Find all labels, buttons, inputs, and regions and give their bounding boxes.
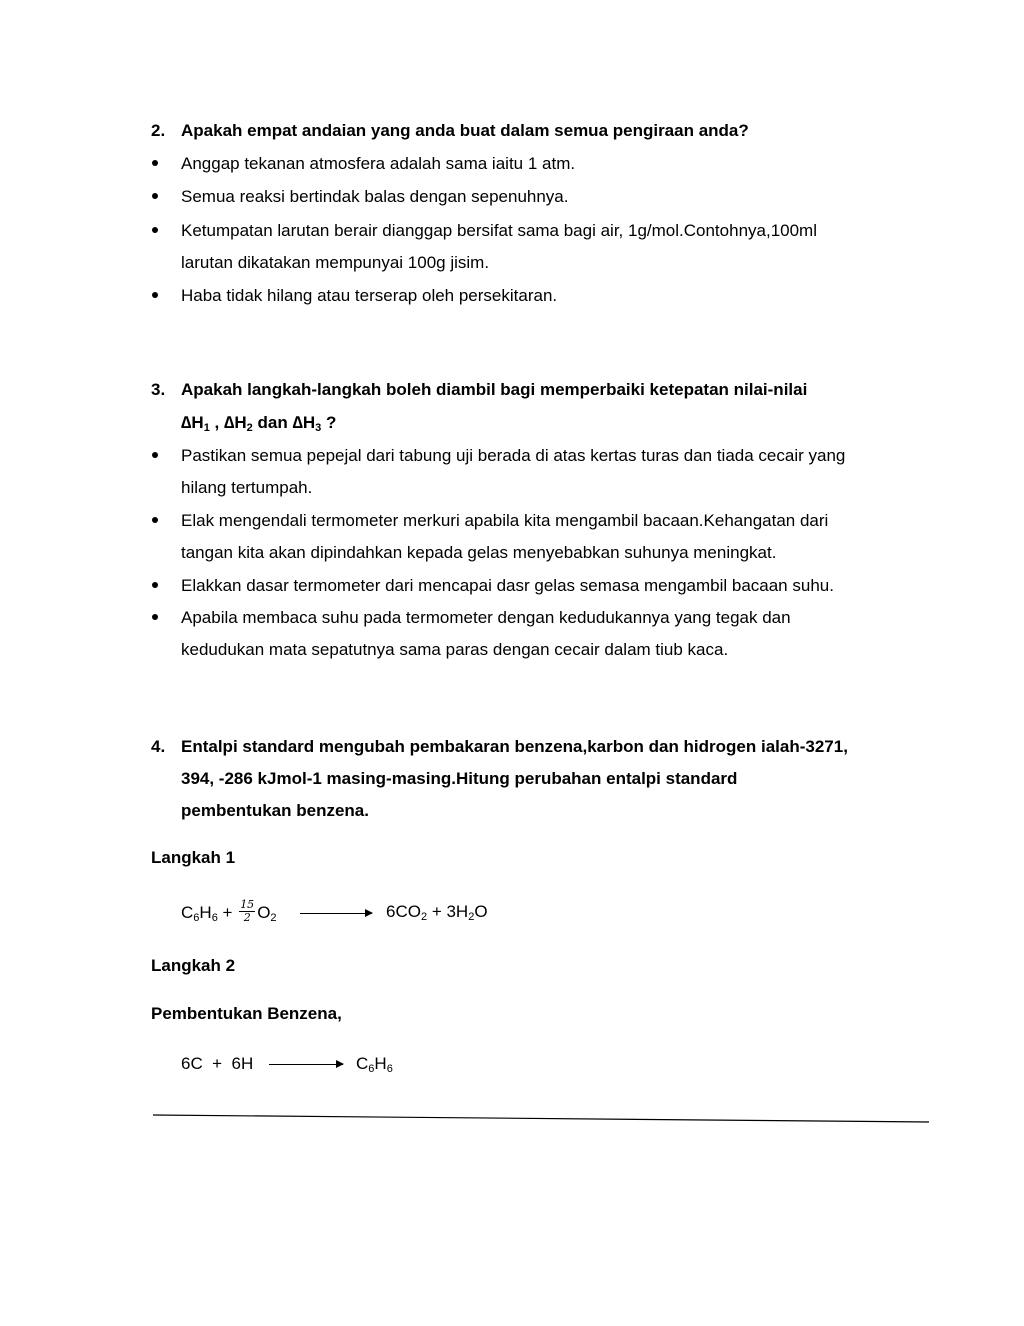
question-3-delta-line: $\Delta H_1$ , $\Delta H_2$ dan $\Delta H_3$ ? xyxy=(181,413,337,434)
question-text: Apakah empat andaian yang anda buat dalam semua pengiraan anda? xyxy=(181,121,749,140)
bullet-continuation: larutan dikatakan mempunyai 100g jisim. xyxy=(181,253,490,272)
step-1-heading: Langkah 1 xyxy=(151,848,236,867)
bullet-text: Semua reaksi bertindak balas dengan sepenuhnya. xyxy=(181,187,569,206)
formation-product: $C_6H_6$ xyxy=(356,1054,393,1075)
fraction: $\frac{15}{2}$ xyxy=(240,898,255,924)
equation-reactants: $C_6H_6$ + $\frac{15}{2}$ $O_2$ xyxy=(181,898,277,924)
bullet-text: Apabila membaca suhu pada termometer dengan kedudukannya yang tegak dan xyxy=(181,608,791,627)
step-2-subheading: Pembentukan Benzena, xyxy=(151,1004,342,1023)
question-number: 3. xyxy=(151,380,166,399)
question-text: Entalpi standard mengubah pembakaran benzena,karbon dan hidrogen ialah-3271, xyxy=(181,737,848,756)
bullet-text: Elak mengendali termometer merkuri apabila kita mengambil bacaan.Kehangatan dari xyxy=(181,511,829,530)
step-2-heading: Langkah 2 xyxy=(151,956,236,975)
bullet-text: Anggap tekanan atmosfera adalah sama iaitu 1 atm. xyxy=(181,154,576,173)
bullet-text: Pastikan semua pepejal dari tabung uji berada di atas kertas turas dan tiada cecair yang xyxy=(181,446,846,465)
bullet-text: Ketumpatan larutan berair dianggap bersifat sama bagi air, 1g/mol.Contohnya,100ml xyxy=(181,221,817,240)
question-number: 2. xyxy=(151,121,166,140)
question-number: 4. xyxy=(151,737,166,756)
question-text-cont: pembentukan benzena. xyxy=(181,801,369,820)
formation-reactants: 6C + 6H xyxy=(181,1054,254,1073)
bullet-continuation: kedudukan mata sepatutnya sama paras dengan cecair dalam tiub kaca. xyxy=(181,640,729,659)
equation-products: $6CO_2 + 3H_2O$ xyxy=(386,902,488,923)
question-text: Apakah langkah-langkah boleh diambil bagi memperbaiki ketepatan nilai-nilai xyxy=(181,380,808,399)
bullet-continuation: tangan kita akan dipindahkan kepada gelas menyebabkan suhunya meningkat. xyxy=(181,543,777,562)
question-text-cont: 394, -286 kJmol-1 masing-masing.Hitung perubahan entalpi standard xyxy=(181,769,738,788)
bullet-text: Elakkan dasar termometer dari mencapai dasr gelas semasa mengambil bacaan suhu. xyxy=(181,576,834,595)
bullet-continuation: hilang tertumpah. xyxy=(181,478,313,497)
bullet-text: Haba tidak hilang atau terserap oleh persekitaran. xyxy=(181,286,558,305)
